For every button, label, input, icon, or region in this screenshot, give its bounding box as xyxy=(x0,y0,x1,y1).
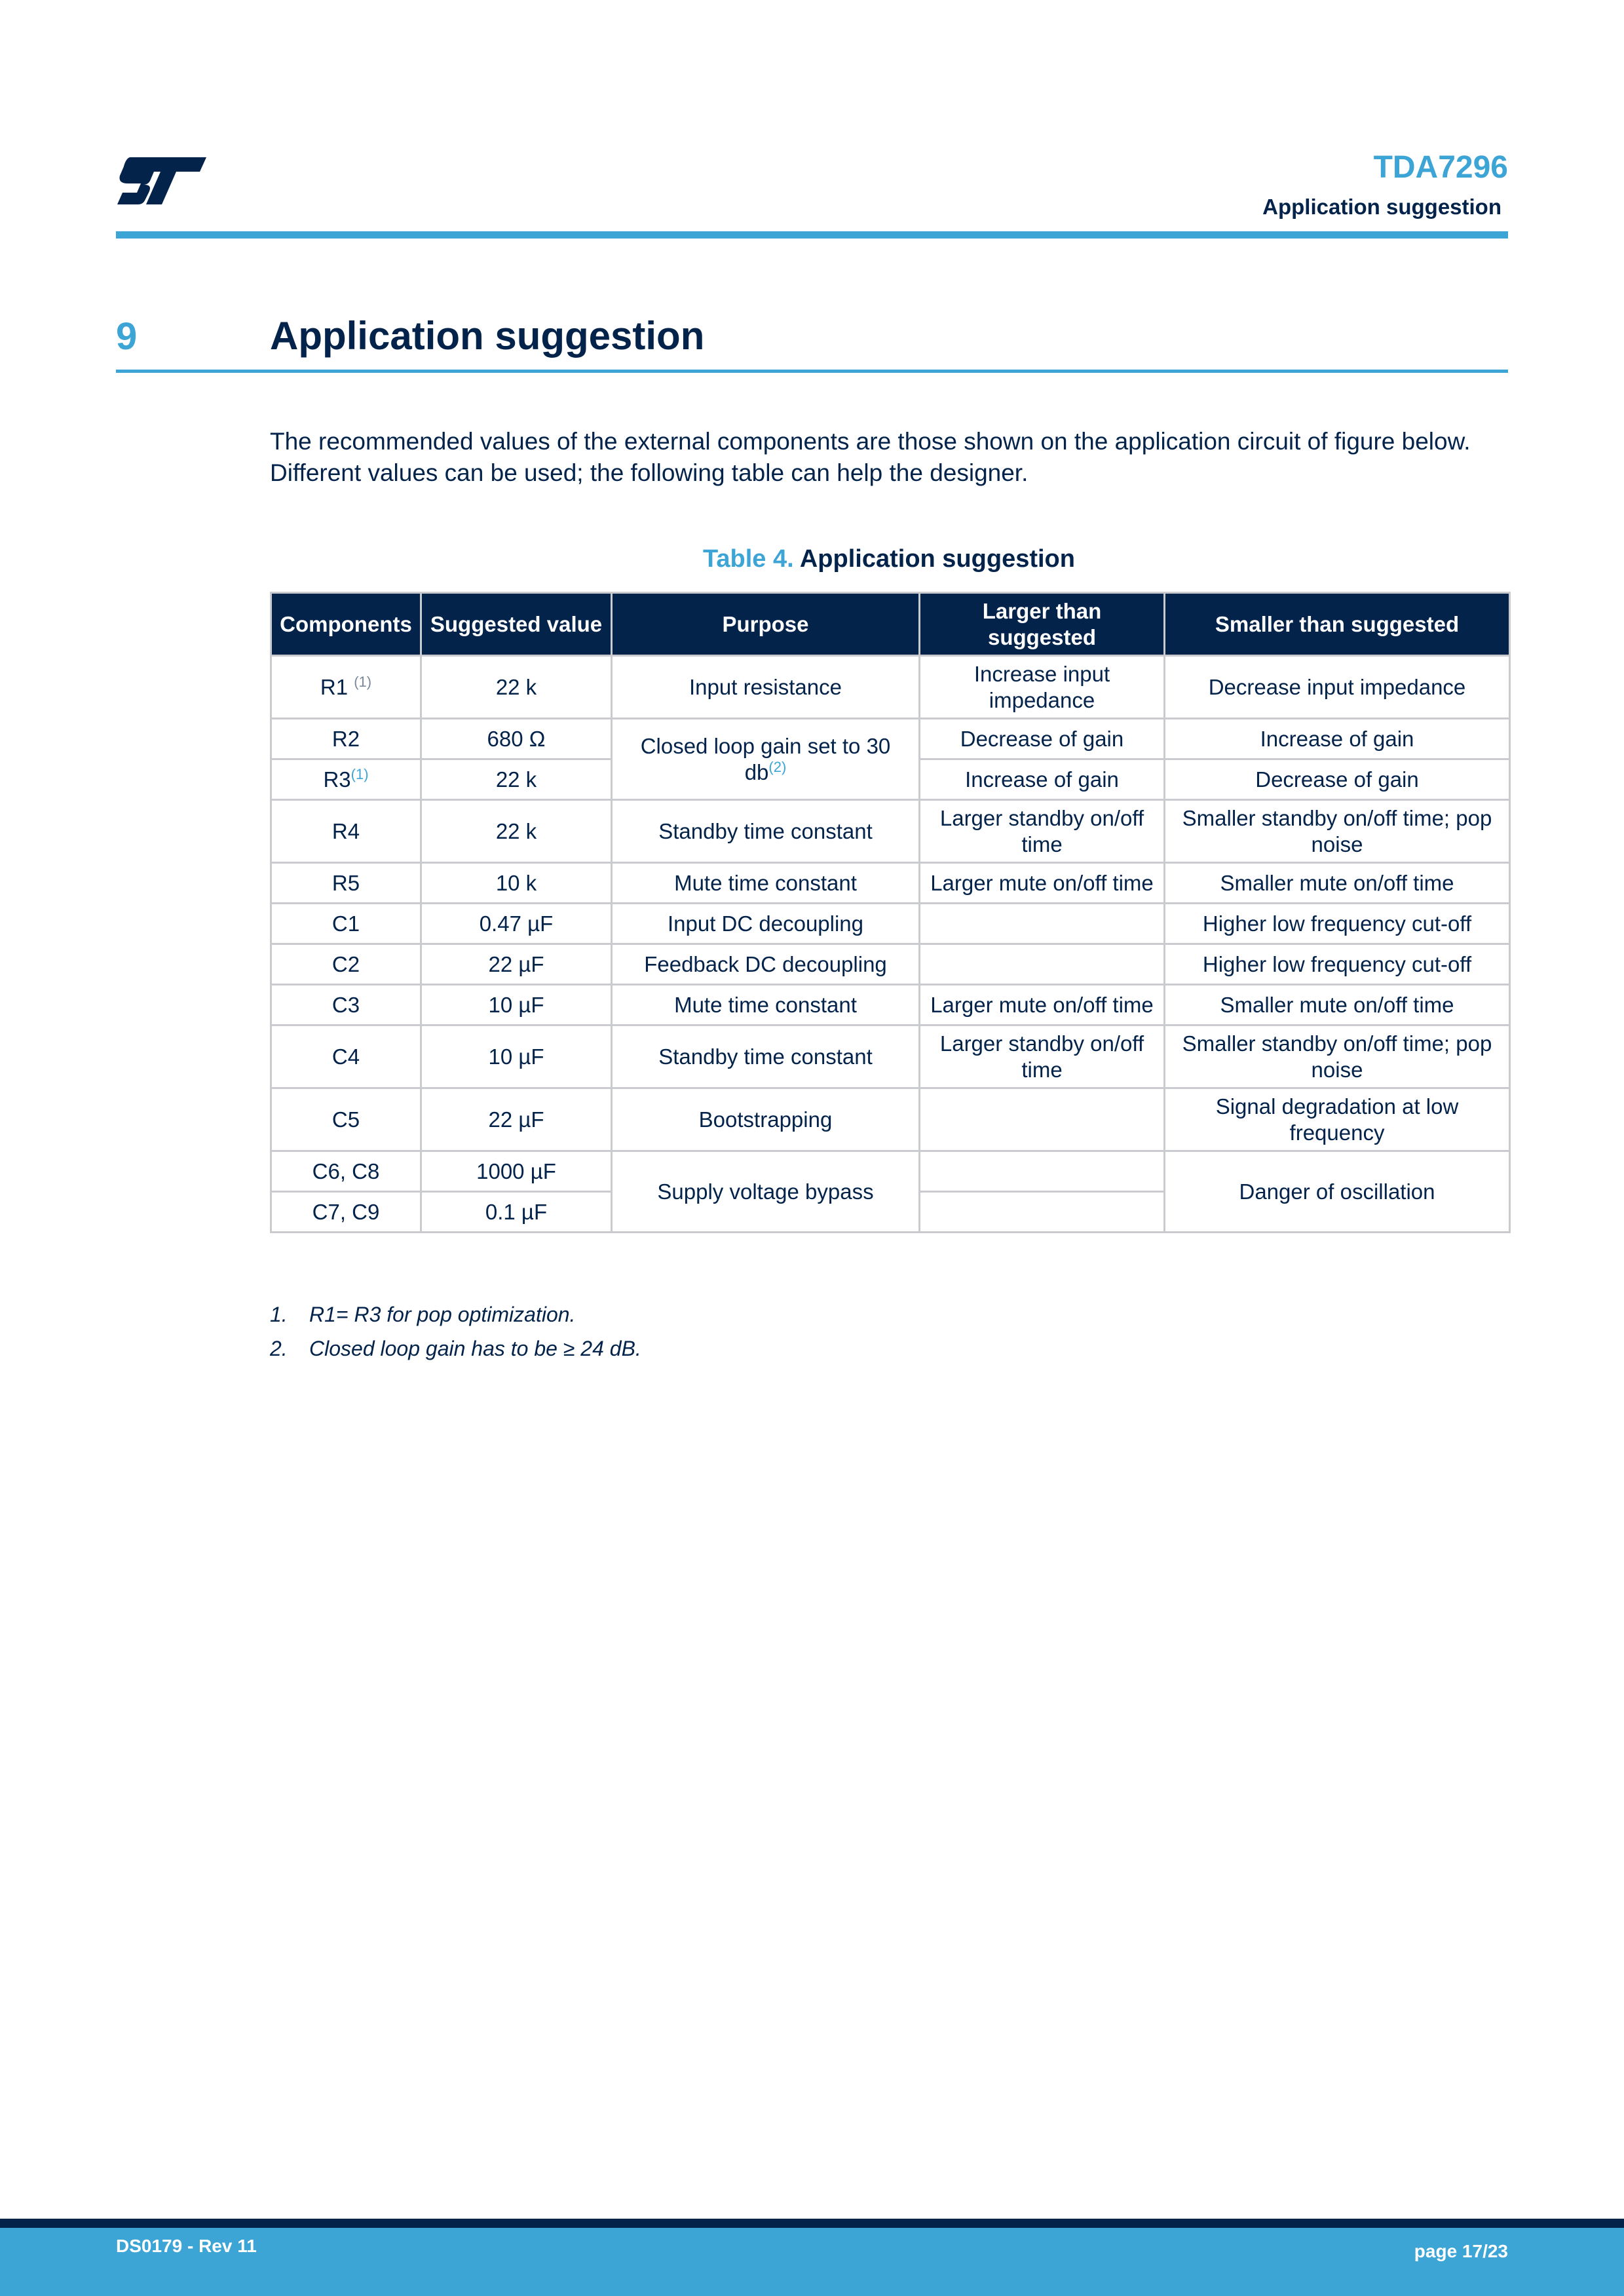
cell-smaller: Smaller mute on/off time xyxy=(1165,985,1510,1025)
cell-purpose: Mute time constant xyxy=(612,863,920,904)
cell-smaller: Smaller standby on/off time; pop noise xyxy=(1165,1025,1510,1088)
header-smaller-than-suggested: Smaller than suggested xyxy=(1165,593,1510,656)
cell-purpose: Closed loop gain set to 30 db$^{(2)}$ xyxy=(612,719,920,800)
cell-larger: Decrease of gain xyxy=(920,719,1165,759)
footnote-ref: (1) xyxy=(350,765,369,782)
cell-purpose: Input resistance xyxy=(612,656,920,719)
cell-larger: Larger mute on/off time xyxy=(920,863,1165,904)
table-caption-label: Table 4. xyxy=(703,545,794,573)
cell-value: 0.1 µF xyxy=(421,1192,612,1233)
document-title: TDA7296 xyxy=(1373,150,1508,185)
st-logo-icon xyxy=(116,155,208,207)
table-row xyxy=(271,719,1510,759)
header-section-name: Application suggestion xyxy=(1262,195,1501,219)
cell-component: C3 xyxy=(271,985,421,1025)
cell-smaller: Decrease of gain xyxy=(1165,759,1510,800)
intro-line-1: The recommended values of the external components are those shown on the application circuit of figure below. xyxy=(270,428,1471,455)
cell-value: 22 k xyxy=(421,656,612,719)
footnote-ref: (1) xyxy=(354,673,372,690)
cell-value: 680 Ω xyxy=(421,719,612,759)
footer-page-number: page 17/23 xyxy=(1414,2241,1508,2261)
intro-paragraph xyxy=(270,426,1508,489)
cell-larger xyxy=(920,904,1165,944)
table-row xyxy=(271,904,1510,944)
cell-smaller: Smaller standby on/off time; pop noise xyxy=(1165,800,1510,863)
header-purpose: Purpose xyxy=(612,593,920,656)
cell-larger xyxy=(920,1088,1165,1151)
cell-purpose: Bootstrapping xyxy=(612,1088,920,1151)
cell-value: 10 µF xyxy=(421,985,612,1025)
cell-component: C4 xyxy=(271,1025,421,1088)
cell-larger: Increase input impedance xyxy=(920,656,1165,719)
cell-purpose: Input DC decoupling xyxy=(612,904,920,944)
cell-component: R3$^{(1)}$ xyxy=(271,759,421,800)
cell-smaller: Increase of gain xyxy=(1165,719,1510,759)
table-footnotes xyxy=(270,1297,641,1366)
table-caption xyxy=(270,545,1508,573)
header-suggested-value: Suggested value xyxy=(421,593,612,656)
cell-smaller: Higher low frequency cut-off xyxy=(1165,944,1510,985)
cell-value: 10 k xyxy=(421,863,612,904)
cell-purpose: Feedback DC decoupling xyxy=(612,944,920,985)
cell-larger: Larger standby on/off time xyxy=(920,800,1165,863)
cell-component: C2 xyxy=(271,944,421,985)
cell-component: R2 xyxy=(271,719,421,759)
section-rule xyxy=(116,370,1508,373)
cell-component: R5 xyxy=(271,863,421,904)
cell-value: 22 k xyxy=(421,759,612,800)
intro-line-2: Different values can be used; the following table can help the designer. xyxy=(270,459,1029,486)
cell-purpose: Supply voltage bypass xyxy=(612,1151,920,1233)
footnote-ref: (2) xyxy=(768,758,787,775)
cell-larger xyxy=(920,944,1165,985)
table-row xyxy=(271,1025,1510,1088)
cell-larger xyxy=(920,1192,1165,1233)
cell-larger: Larger standby on/off time xyxy=(920,1025,1165,1088)
table-row xyxy=(271,863,1510,904)
cell-smaller: Danger of oscillation xyxy=(1165,1151,1510,1233)
cell-larger: Larger mute on/off time xyxy=(920,985,1165,1025)
cell-larger: Increase of gain xyxy=(920,759,1165,800)
cell-value: 22 µF xyxy=(421,1088,612,1151)
cell-component: C6, C8 xyxy=(271,1151,421,1192)
header-components: Components xyxy=(271,593,421,656)
footer-doc-id: DS0179 - Rev 11 xyxy=(116,2236,257,2256)
application-suggestion-table xyxy=(270,592,1511,1233)
table-row xyxy=(271,944,1510,985)
cell-larger xyxy=(920,1151,1165,1192)
cell-smaller: Decrease input impedance xyxy=(1165,656,1510,719)
table-row xyxy=(271,1151,1510,1192)
table-row xyxy=(271,800,1510,863)
section-number: 9 xyxy=(116,315,138,358)
cell-value: 1000 µF xyxy=(421,1151,612,1192)
cell-value: 0.47 µF xyxy=(421,904,612,944)
section-title: Application suggestion xyxy=(270,314,705,358)
table-caption-title: Application suggestion xyxy=(799,545,1075,573)
cell-purpose: Mute time constant xyxy=(612,985,920,1025)
header-rule xyxy=(116,231,1508,239)
footer-rule xyxy=(0,2219,1624,2228)
table-row xyxy=(271,985,1510,1025)
footnote: 2. Closed loop gain has to be ≥ 24 dB. xyxy=(270,1337,641,1360)
cell-purpose: Standby time constant xyxy=(612,1025,920,1088)
cell-smaller: Signal degradation at low frequency xyxy=(1165,1088,1510,1151)
cell-value: 22 k xyxy=(421,800,612,863)
footnote: 1. R1= R3 for pop optimization. xyxy=(270,1303,576,1326)
header-larger-than-suggested: Larger than suggested xyxy=(920,593,1165,656)
cell-component: C7, C9 xyxy=(271,1192,421,1233)
cell-component: R1 $^{(1)}$ xyxy=(271,656,421,719)
cell-component: C1 xyxy=(271,904,421,944)
table-row xyxy=(271,1088,1510,1151)
cell-value: 10 µF xyxy=(421,1025,612,1088)
table-row xyxy=(271,656,1510,719)
cell-smaller: Smaller mute on/off time xyxy=(1165,863,1510,904)
cell-value: 22 µF xyxy=(421,944,612,985)
cell-purpose: Standby time constant xyxy=(612,800,920,863)
table-header-row xyxy=(271,593,1510,656)
cell-component: C5 xyxy=(271,1088,421,1151)
cell-component: R4 xyxy=(271,800,421,863)
cell-smaller: Higher low frequency cut-off xyxy=(1165,904,1510,944)
